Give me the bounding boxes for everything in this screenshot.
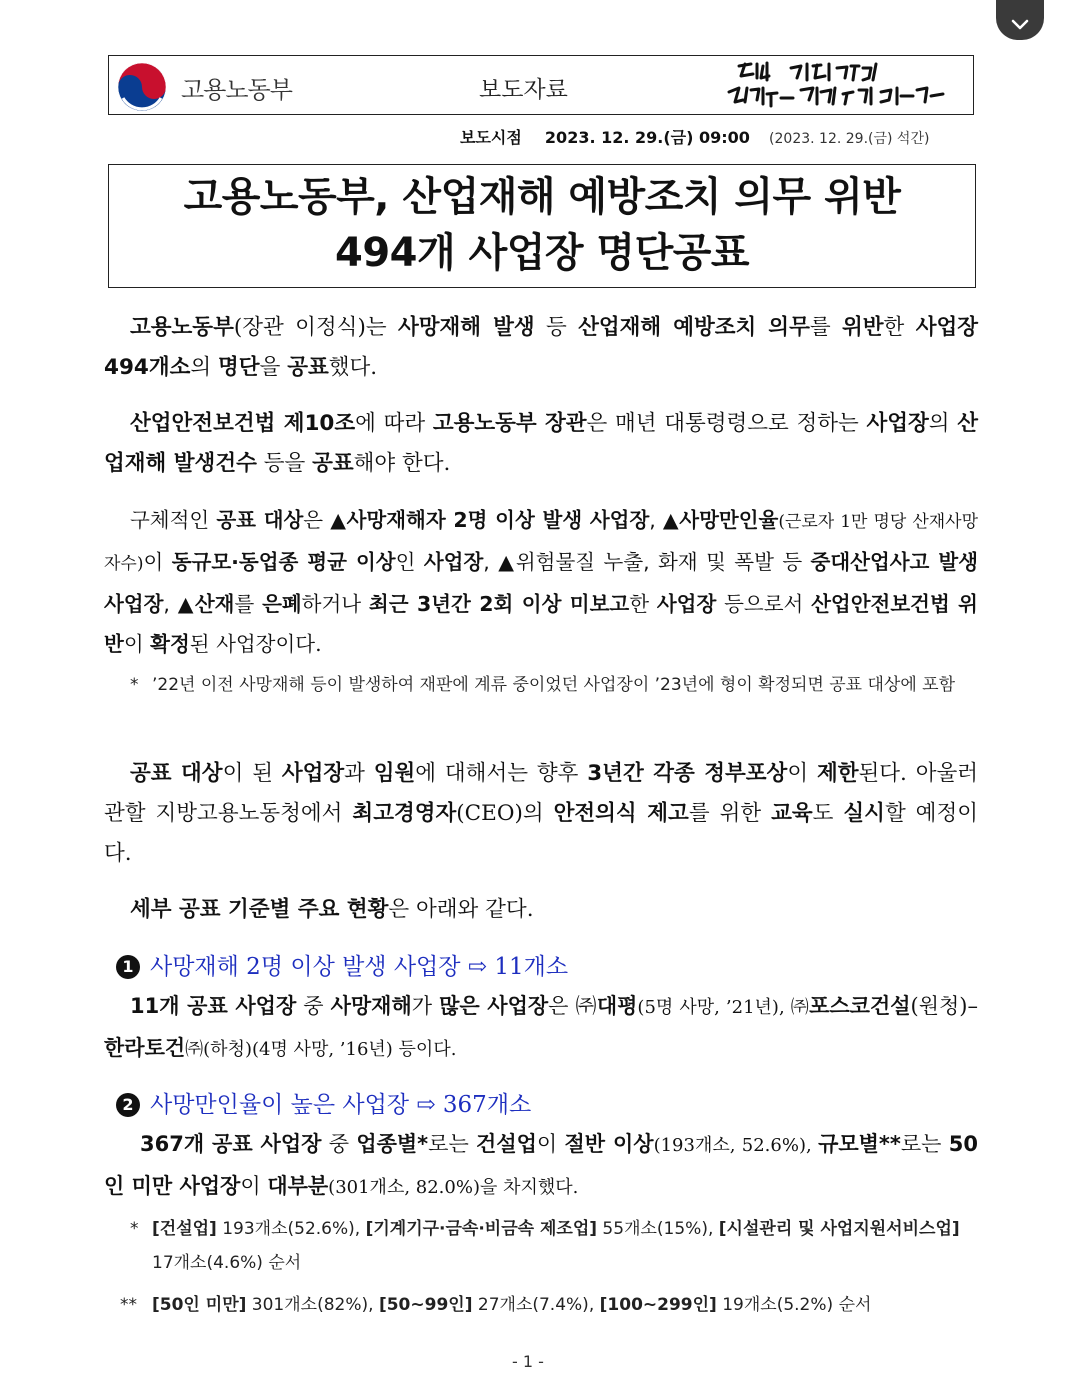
page-number: - 1 - — [512, 1352, 544, 1371]
footnote-mark: * — [130, 1219, 139, 1239]
section-1-heading — [116, 948, 568, 981]
footnote-text: ’22년 이전 사망재해 등이 발생하여 재판에 계류 중이었던 사업장이 ’23년에 형이 확정되면 공표 대상에 포함 — [152, 675, 956, 695]
release-time — [460, 125, 929, 148]
document-kind: 보도자료 — [479, 77, 568, 103]
section-1-body: 11개 공표 사업장 중 사망재해가 많은 사업장은 ㈜대평(5명 사망, ’21년), ㈜포스코건설(원청)–한라토건㈜(하청)(4명 사망, ’16년) 등이다. — [104, 994, 979, 1060]
section-title: 사망재해 2명 이상 발생 사업장 ⇨ 11개소 — [150, 954, 569, 980]
page-title — [108, 164, 976, 288]
section-number-badge: 2 — [116, 1093, 140, 1117]
paragraph-5: 세부 공표 기준별 주요 현황은 아래와 같다. — [130, 897, 534, 922]
government-logo-icon — [115, 60, 169, 114]
title-line-2: 494개 사업장 명단공표 — [335, 230, 749, 276]
section-title: 사망만인율이 높은 사업장 ⇨ 367개소 — [150, 1092, 532, 1118]
paragraph-4: 공표 대상이 된 사업장과 임원에 대해서는 향후 3년간 각종 정부포상이 제한된다. 아울러 관할 지방고용노동청에서 최고경영자(CEO)의 안전의식 제고를 위한 교육도 실시할 예정이다. — [104, 761, 979, 866]
organization-name: 고용노동부 — [181, 76, 292, 104]
paragraph-1: 고용노동부(장관 이정식)는 사망재해 발생 등 산업재해 예방조치 의무를 위반한 사업장 494개소의 명단을 공표했다. — [104, 315, 978, 380]
footnote-mark: ** — [120, 1295, 137, 1315]
paragraph-2: 산업안전보건법 제10조에 따라 고용노동부 장관은 매년 대통령령으로 정하는 사업장의 산업재해 발생건수 등을 공표해야 한다. — [104, 411, 979, 476]
press-header — [108, 55, 974, 115]
footnote-2 — [130, 1212, 976, 1280]
title-line-1: 고용노동부, 산업재해 예방조치 의무 위반 — [183, 174, 901, 220]
paragraph-3: 구체적인 공표 대상은 ▲사망재해자 2명 이상 발생 사업장, ▲사망만인율(근로자 1만 명당 산재사망자수)이 동규모·동업종 평균 이상인 사업장, ▲위험물질 누출, 화재 및 폭발 등 중대산업사고 발생 사업장, ▲산재를 은폐하거나 최근 3년간 2회 이상 미보고한 사업장 등으로서 산업안전보건법 위반이 확정된 사업장이다. — [104, 508, 979, 656]
footnote-mark: * — [130, 675, 139, 695]
footnote-text: [건설업] 193개소(52.6%), [기계기구·금속·비금속 제조업] 55개소(15%), [시설관리 및 사업지원서비스업] 17개소(4.6%) 순서 — [152, 1219, 960, 1273]
release-embargo: (2023. 12. 29.(금) 석간) — [769, 131, 930, 147]
section-2-body: 367개 공표 사업장 중 업종별*로는 건설업이 절반 이상(193개소, 52.6%), 규모별**로는 50인 미만 사업장이 대부분(301개소, 82.0%)을 차지했다. — [104, 1132, 978, 1198]
release-label: 보도시점 — [460, 128, 522, 147]
section-number-badge: 1 — [116, 955, 140, 979]
footnote-1 — [130, 668, 976, 702]
section-2-heading — [116, 1086, 531, 1119]
scroll-down-button[interactable] — [996, 0, 1044, 40]
footnote-3 — [120, 1288, 976, 1322]
release-datetime: 2023. 12. 29.(금) 09:00 — [544, 128, 750, 147]
footnote-text: [50인 미만] 301개소(82%), [50~99인] 27개소(7.4%), [100~299인] 19개소(5.2%) 순서 — [152, 1295, 872, 1315]
chevron-down-icon — [1010, 18, 1030, 32]
slogan-calligraphy-icon — [721, 58, 951, 110]
